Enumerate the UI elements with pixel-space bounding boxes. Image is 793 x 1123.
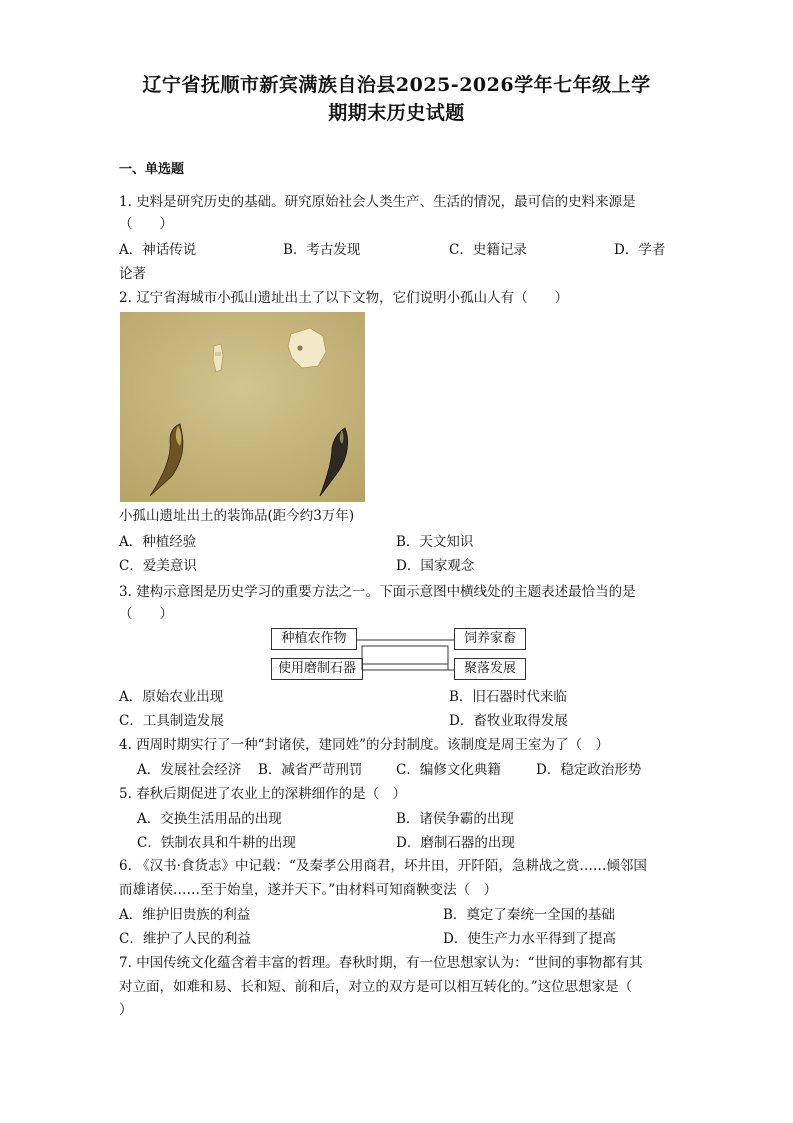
q1-option-b[interactable]: B．考古发现	[283, 242, 361, 258]
q1-stem-line2: （ ）	[119, 216, 173, 232]
q1-option-d[interactable]: D．学者	[614, 242, 666, 258]
q3-option-c[interactable]: C．工具制造发展	[119, 713, 224, 729]
q1-option-d-wrap: 论著	[119, 266, 146, 282]
q4-option-b[interactable]: B．减省严苛刑罚	[258, 762, 363, 778]
q2-stem: 2. 辽宁省海城市小孤山遗址出土了以下文物，它们说明小孤山人有（ ）	[119, 290, 569, 306]
q1-option-a[interactable]: A．神话传说	[119, 242, 197, 258]
diagram-box-left-bottom: 使用磨制石器	[271, 658, 363, 680]
q4-option-d[interactable]: D．稳定政治形势	[536, 762, 642, 778]
diagram-box-right-bottom: 聚落发展	[454, 658, 526, 680]
q3-stem-line2: （ ）	[119, 606, 173, 622]
diagram-box-left-top: 种植农作物	[271, 628, 357, 650]
q2-option-a[interactable]: A．种植经验	[119, 534, 197, 550]
q6-option-c[interactable]: C．维护了人民的利益	[119, 931, 251, 947]
q6-option-d[interactable]: D．使生产力水平得到了提高	[443, 931, 616, 947]
q2-photo-caption: 小孤山遗址出土的装饰品(距今约3万年)	[119, 508, 355, 524]
q7-stem-line2: 对立面，如难和易、长和短、前和后，对立的双方是可以相互转化的。”这位思想家是（	[119, 979, 633, 995]
q1-stem-line1: 1. 史料是研究历史的基础。研究原始社会人类生产、生活的情况，最可信的史料来源是	[119, 194, 636, 210]
q2-option-b[interactable]: B．天文知识	[396, 534, 474, 550]
q3-option-b[interactable]: B．旧石器时代来临	[449, 689, 567, 705]
diagram-connector	[355, 636, 455, 676]
section-heading: 一、单选题	[119, 162, 185, 177]
q5-option-b[interactable]: B．诸侯争霸的出现	[396, 811, 514, 827]
q5-option-a[interactable]: A．交换生活用品的出现	[137, 811, 282, 827]
page-title-line2: 期期末历史试题	[328, 102, 465, 124]
q5-option-d[interactable]: D．磨制石器的出现	[396, 835, 515, 851]
q6-stem-line1: 6. 《汉书·食货志》中记载：“及秦孝公用商君，坏井田，开阡陌，急耕战之赏……倾邻国	[119, 858, 647, 874]
q4-option-a[interactable]: A．发展社会经济	[137, 762, 242, 778]
q5-stem: 5. 春秋后期促进了农业上的深耕细作的是（ ）	[119, 786, 407, 802]
artifact-photo	[120, 312, 365, 502]
q3-option-d[interactable]: D．畜牧业取得发展	[449, 713, 568, 729]
q6-stem-line2: 而雄诸侯……至于始皇，遂并天下。”由材料可知商鞅变法（ ）	[119, 882, 498, 898]
q5-option-c[interactable]: C．铁制农具和牛耕的出现	[137, 835, 296, 851]
q7-stem-line1: 7. 中国传统文化蕴含着丰富的哲理。春秋时期，有一位思想家认为：“世间的事物都有其	[119, 955, 643, 971]
q2-option-c[interactable]: C．爱美意识	[119, 558, 197, 574]
q1-option-c[interactable]: C．史籍记录	[449, 242, 527, 258]
q4-option-c[interactable]: C．编修文化典籍	[396, 762, 501, 778]
q3-stem-line1: 3. 建构示意图是历史学习的重要方法之一。下面示意图中横线处的主题表述最恰当的是	[119, 584, 636, 600]
q3-option-a[interactable]: A．原始农业出现	[119, 689, 224, 705]
q6-option-a[interactable]: A．维护旧贵族的利益	[119, 907, 251, 923]
q4-stem: 4. 西周时期实行了一种“封诸侯，建同姓”的分封制度。该制度是周王室为了（ ）	[119, 737, 609, 753]
q2-option-d[interactable]: D．国家观念	[396, 558, 475, 574]
diagram-box-right-top: 饲养家畜	[454, 628, 526, 650]
q7-stem-line3: ）	[119, 1002, 133, 1018]
q6-option-b[interactable]: B．奠定了秦统一全国的基础	[443, 907, 615, 923]
page-title-line1: 辽宁省抚顺市新宾满族自治县2025-2026学年七年级上学	[142, 74, 651, 96]
